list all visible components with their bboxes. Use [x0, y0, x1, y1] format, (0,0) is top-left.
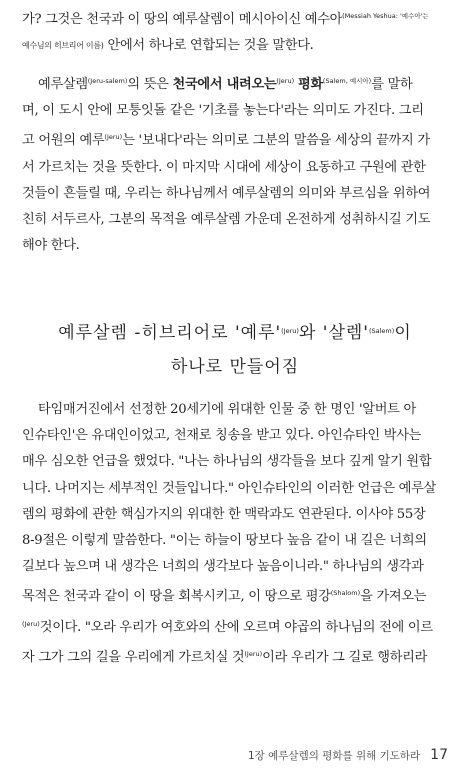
running-chapter-title: 1장 예루살렘의 평화를 위해 기도하라: [247, 750, 421, 762]
intro-paragraph: [22, 3, 450, 59]
annotation-jeru-salem: (Jeru-salem): [87, 77, 128, 85]
annotation-jeru: (Jeru): [104, 133, 123, 142]
section-heading: [0, 318, 470, 343]
text-line: 서 가르치는 것을 뜻한다. 이 마지막 시대에 세상이 요동하고 구원에 관한: [22, 159, 426, 175]
text-line: 타임매거진에서 선정한 20세기에 위대한 인물 중 한 명인 '알버트 아: [38, 402, 416, 417]
page-footer: [248, 747, 448, 763]
annotation-jeru: (Jeru): [276, 77, 295, 85]
annotation-salem: (Salem, 예시아): [322, 77, 372, 85]
heading-text: 예루살렘 -히브리어로 '예루': [58, 323, 282, 343]
text-segment: 이라 우리가 그 길로 행하리라: [262, 649, 428, 665]
text-line: 것들이 흔들릴 때, 우리는 하나님께서 예루살렘의 의미와 부르심을 위하여: [22, 185, 431, 201]
text-line: 매우 심오한 언급을 했었다. "나는 하나님의 생각들을 보다 깊게 알기 원합: [22, 454, 432, 470]
text-segment: 의 뜻은: [127, 77, 173, 92]
page-number: 17: [430, 747, 448, 763]
text-line: 니다. 나머지는 세부적인 것들입니다." 아인슈타인의 이러한 언급은 예루살: [22, 480, 436, 496]
text-segment: 는 '보내다'라는 의미로 그분의 말씀을 세상의 끝까지 가: [122, 133, 430, 149]
annotation-shalom: (Shalom): [330, 589, 361, 598]
emphasis-peace: 평화: [298, 77, 323, 92]
section-heading-line-2: 하나로 만들어짐: [170, 357, 300, 377]
intro-note: 예수님의 히브리어 이름): [22, 41, 104, 51]
text-line: 길보다 높으며 내 생각은 너희의 생각보다 높음이니라." 하나님의 생각과: [22, 559, 424, 575]
intro-annotation: (Messiah Yeshua: '예수아'는: [342, 12, 429, 20]
text-segment: 자 그가 그의 길을 우리에게 가르치실 것: [22, 649, 245, 665]
text-line: 친히 서두르사, 그분의 목적을 예루살렘 가운데 온전하게 성취하시길 기도: [22, 212, 431, 228]
heading-annotation-salem: (Salem): [368, 327, 395, 335]
text-segment: 것이다. "오라 우리가 여호와의 산에 오르며 야곱의 하나님의 전에 이르: [39, 619, 433, 635]
text-segment: 고 어원의 예루: [22, 133, 105, 149]
text-jerusalem: 예루살렘: [38, 77, 88, 92]
text-segment: 를 말하: [371, 77, 413, 92]
text-line: 렘의 평화에 관한 핵심가지의 위대한 한 맥락과도 연관된다. 이사야 55장: [22, 506, 426, 522]
jerusalem-meaning-paragraph: [22, 68, 450, 259]
text-line: 인슈타인'은 유대인이었고, 천재로 칭송을 받고 있다. 아인슈타인 박사는: [22, 428, 422, 444]
annotation-jeru: (Jeru): [244, 649, 263, 658]
text-segment: 을 가져오는: [360, 589, 427, 605]
heading-annotation-jeru: (Jeru): [281, 327, 299, 335]
annotation-jeru: (Jeru): [22, 619, 40, 628]
text-line: 며, 이 도시 안에 모퉁잇돌 같은 '기초를 놓는다'라는 의미도 가진다. 그리: [22, 103, 424, 119]
text-segment: 목적은 천국과 같이 이 땅을 회복시키고, 이 땅으로 평강: [22, 589, 331, 605]
heading-text: 이: [394, 323, 412, 343]
heading-text: 와 '살렘': [298, 323, 369, 343]
emphasis-from-heaven: 천국에서 내려오는: [172, 77, 277, 92]
text-line: 8-9절은 이렇게 말씀한다. "이는 하늘이 땅보다 높음 같이 내 길은 너희의: [22, 533, 427, 549]
intro-text: 가? 그것은 천국과 이 땅의 예루살렘이 메시아이신 예수아: [22, 12, 343, 27]
text-line: 해야 한다.: [22, 238, 80, 254]
einstein-paragraph: [22, 397, 450, 671]
intro-text-2: 안에서 하나로 연합되는 것을 말한다.: [107, 38, 314, 54]
